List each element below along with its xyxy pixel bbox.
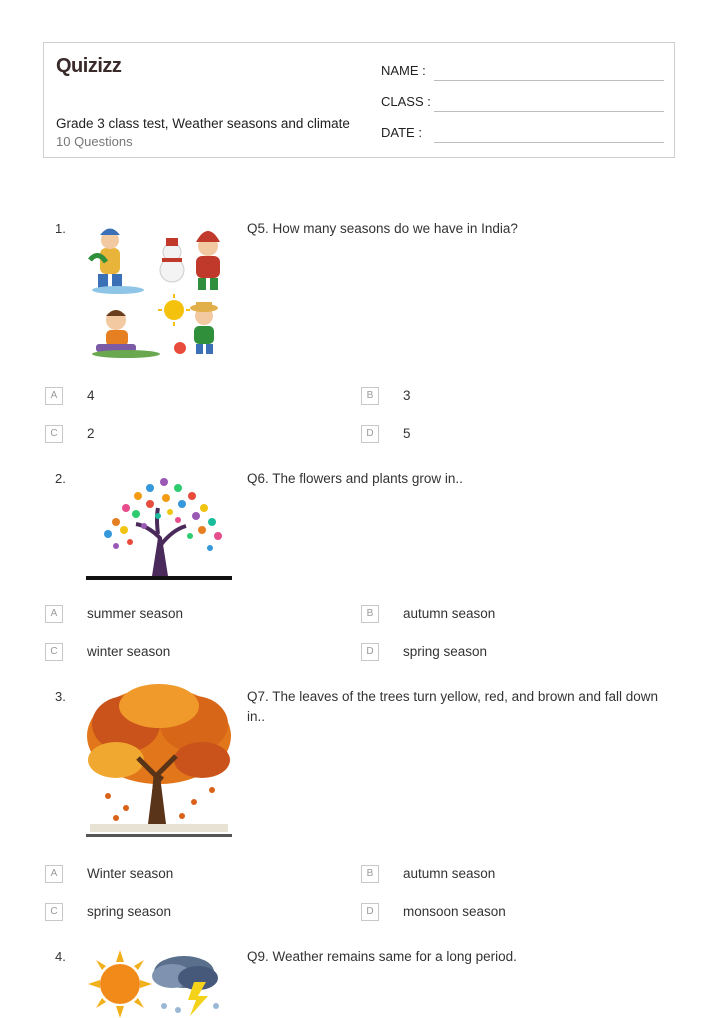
option-b-text: 3 [403, 388, 411, 403]
option-b-marker[interactable]: B [361, 387, 379, 405]
worksheet-header [43, 42, 675, 158]
question-number: 4. [55, 949, 66, 964]
name-field-line[interactable] [434, 80, 664, 81]
class-field-label: CLASS : [381, 94, 431, 109]
option-c-marker[interactable]: C [45, 425, 63, 443]
option-d-text: monsoon season [403, 904, 506, 919]
option-c-text: winter season [87, 644, 171, 659]
option-a-marker[interactable]: A [45, 865, 63, 883]
option-d-marker[interactable]: D [361, 903, 379, 921]
autumn-tree-illustration [86, 684, 232, 840]
option-a-text: Winter season [87, 866, 174, 881]
blossoming-tree-illustration [86, 468, 234, 582]
question-text: Q6. The flowers and plants grow in.. [247, 471, 463, 486]
date-field-line[interactable] [434, 142, 664, 143]
option-d-marker[interactable]: D [361, 643, 379, 661]
option-b-text: autumn season [403, 866, 496, 881]
question-text: Q5. How many seasons do we have in India? [247, 221, 518, 236]
option-c-marker[interactable]: C [45, 903, 63, 921]
quizizz-logo: Quizizz [56, 55, 122, 77]
question-number: 2. [55, 471, 66, 486]
option-c-marker[interactable]: C [45, 643, 63, 661]
option-d-text: spring season [403, 644, 488, 659]
option-b-text: autumn season [403, 606, 496, 621]
option-b-marker[interactable]: B [361, 605, 379, 623]
question-number: 3. [55, 689, 66, 704]
class-field-line[interactable] [434, 111, 664, 112]
name-field-label: NAME : [381, 63, 426, 78]
option-d-marker[interactable]: D [361, 425, 379, 443]
question-text: Q9. Weather remains same for a long period. [247, 949, 517, 964]
question-count: 10 Questions [56, 134, 133, 149]
option-a-text: summer season [87, 606, 184, 621]
option-d-text: 5 [403, 426, 411, 441]
test-title: Grade 3 class test, Weather seasons and climate [56, 116, 350, 131]
four-seasons-children-illustration [86, 220, 232, 360]
question-number: 1. [55, 221, 66, 236]
question-text: Q7. The leaves of the trees turn yellow, red, and brown and fall down in.. [247, 689, 658, 724]
option-c-text: 2 [87, 426, 95, 441]
option-a-marker[interactable]: A [45, 387, 63, 405]
option-a-marker[interactable]: A [45, 605, 63, 623]
date-field-label: DATE : [381, 125, 422, 140]
weather-symbols-illustration [86, 944, 232, 1018]
option-b-marker[interactable]: B [361, 865, 379, 883]
option-a-text: 4 [87, 388, 95, 403]
option-c-text: spring season [87, 904, 172, 919]
